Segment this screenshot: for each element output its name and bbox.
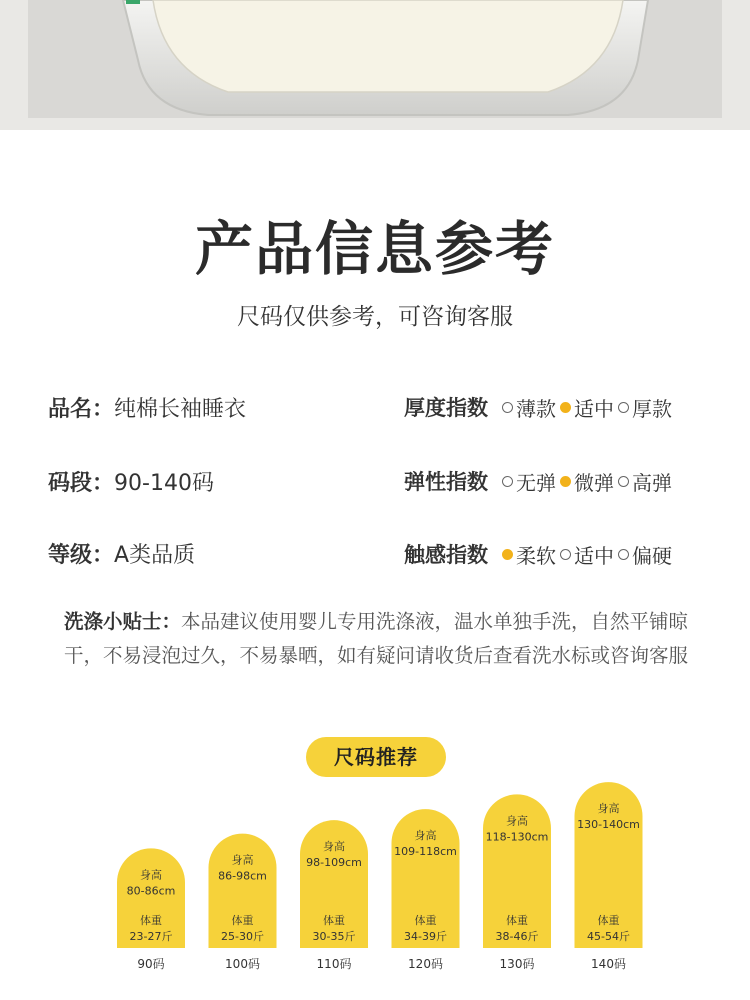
thickness-index-row (404, 392, 676, 422)
height-range-label: 118-130cm (485, 830, 549, 844)
height-range-label: 86-98cm (218, 869, 267, 883)
elasticity-index-label: 弹性指数 (404, 470, 488, 494)
size-category-label: 130码 (499, 957, 535, 971)
wash-tip-text: 本品建议使用婴儿专用洗涤液，温水单独手洗，自然平铺晾干，不易浸泡过久，不易暴晒，如有疑问请收货后查看洗水标或咨询客服 (64, 610, 689, 667)
thickness-index-label: 厚度指数 (404, 396, 488, 420)
size-category-label: 110码 (316, 957, 352, 971)
radio-dot-icon (618, 549, 629, 560)
touch-index-row (404, 539, 676, 569)
weight-label: 体重 (140, 914, 162, 927)
page-subtitle: 尺码仅供参考，可咨询客服 (237, 304, 513, 330)
touch-option-hard: 偏硬 (618, 540, 672, 569)
radio-dot-selected-icon (502, 549, 513, 560)
elasticity-option-slight: 微弹 (560, 467, 614, 496)
weight-label: 体重 (414, 914, 437, 927)
weight-label: 体重 (597, 914, 620, 927)
height-label: 身高 (597, 802, 620, 816)
wash-tip-label: 洗涤小贴士： (64, 610, 182, 633)
product-photo-band (0, 0, 750, 130)
radio-dot-selected-icon (560, 402, 571, 413)
touch-option-soft: 柔软 (502, 540, 556, 569)
size-range-row (48, 466, 214, 497)
height-label: 身高 (323, 840, 345, 854)
product-photo (28, 0, 722, 118)
weight-range-label: 23-27斤 (129, 930, 173, 943)
radio-dot-icon (502, 476, 513, 487)
thickness-option-medium: 适中 (560, 393, 614, 422)
weight-range-label: 45-54斤 (587, 930, 630, 943)
page-title: 产品信息参考 (194, 215, 555, 283)
elasticity-option-high: 高弹 (618, 467, 672, 496)
radio-dot-icon (560, 549, 571, 560)
thickness-option-thick: 厚款 (618, 393, 672, 422)
weight-label: 体重 (231, 914, 254, 927)
weight-range-label: 38-46斤 (495, 930, 539, 943)
weight-range-label: 34-39斤 (404, 930, 447, 943)
size-category-label: 120码 (408, 957, 443, 971)
touch-index-label: 触感指数 (404, 543, 488, 567)
size-category-label: 140码 (591, 957, 626, 971)
weight-range-label: 25-30斤 (221, 930, 264, 943)
grade-row (48, 538, 195, 569)
height-label: 身高 (231, 853, 254, 867)
radio-dot-icon (618, 402, 629, 413)
height-range-label: 130-140cm (577, 818, 640, 832)
radio-dot-icon (618, 476, 629, 487)
elasticity-index-row (404, 466, 676, 496)
size-category-label: 90码 (137, 957, 165, 971)
size-range-label: 码段： (48, 471, 115, 496)
height-range-label: 80-86cm (126, 884, 176, 898)
product-name-value: 纯棉长袖睡衣 (114, 397, 247, 422)
touch-option-medium: 适中 (560, 540, 614, 569)
size-category-label: 100码 (225, 957, 260, 971)
fabric-cuff-illustration (28, 0, 722, 118)
weight-label: 体重 (506, 914, 528, 927)
grade-value: A类品质 (114, 543, 196, 568)
size-recommend-title: 尺码推荐 (306, 737, 446, 777)
product-name-row (48, 392, 246, 423)
wash-tip (64, 605, 704, 673)
height-label: 身高 (414, 829, 437, 843)
height-label: 身高 (140, 868, 162, 882)
weight-range-label: 30-35斤 (312, 930, 356, 943)
weight-label: 体重 (323, 914, 345, 927)
thickness-option-thin: 薄款 (502, 393, 556, 422)
height-range-label: 109-118cm (394, 845, 457, 859)
grade-label: 等级： (48, 543, 115, 568)
height-range-label: 98-109cm (306, 856, 362, 870)
product-name-label: 品名： (48, 397, 115, 422)
size-range-value: 90-140码 (114, 471, 214, 496)
radio-dot-selected-icon (560, 476, 571, 487)
radio-dot-icon (502, 402, 513, 413)
elasticity-option-none: 无弹 (502, 467, 556, 496)
size-chart (0, 770, 750, 1000)
height-label: 身高 (506, 814, 528, 828)
